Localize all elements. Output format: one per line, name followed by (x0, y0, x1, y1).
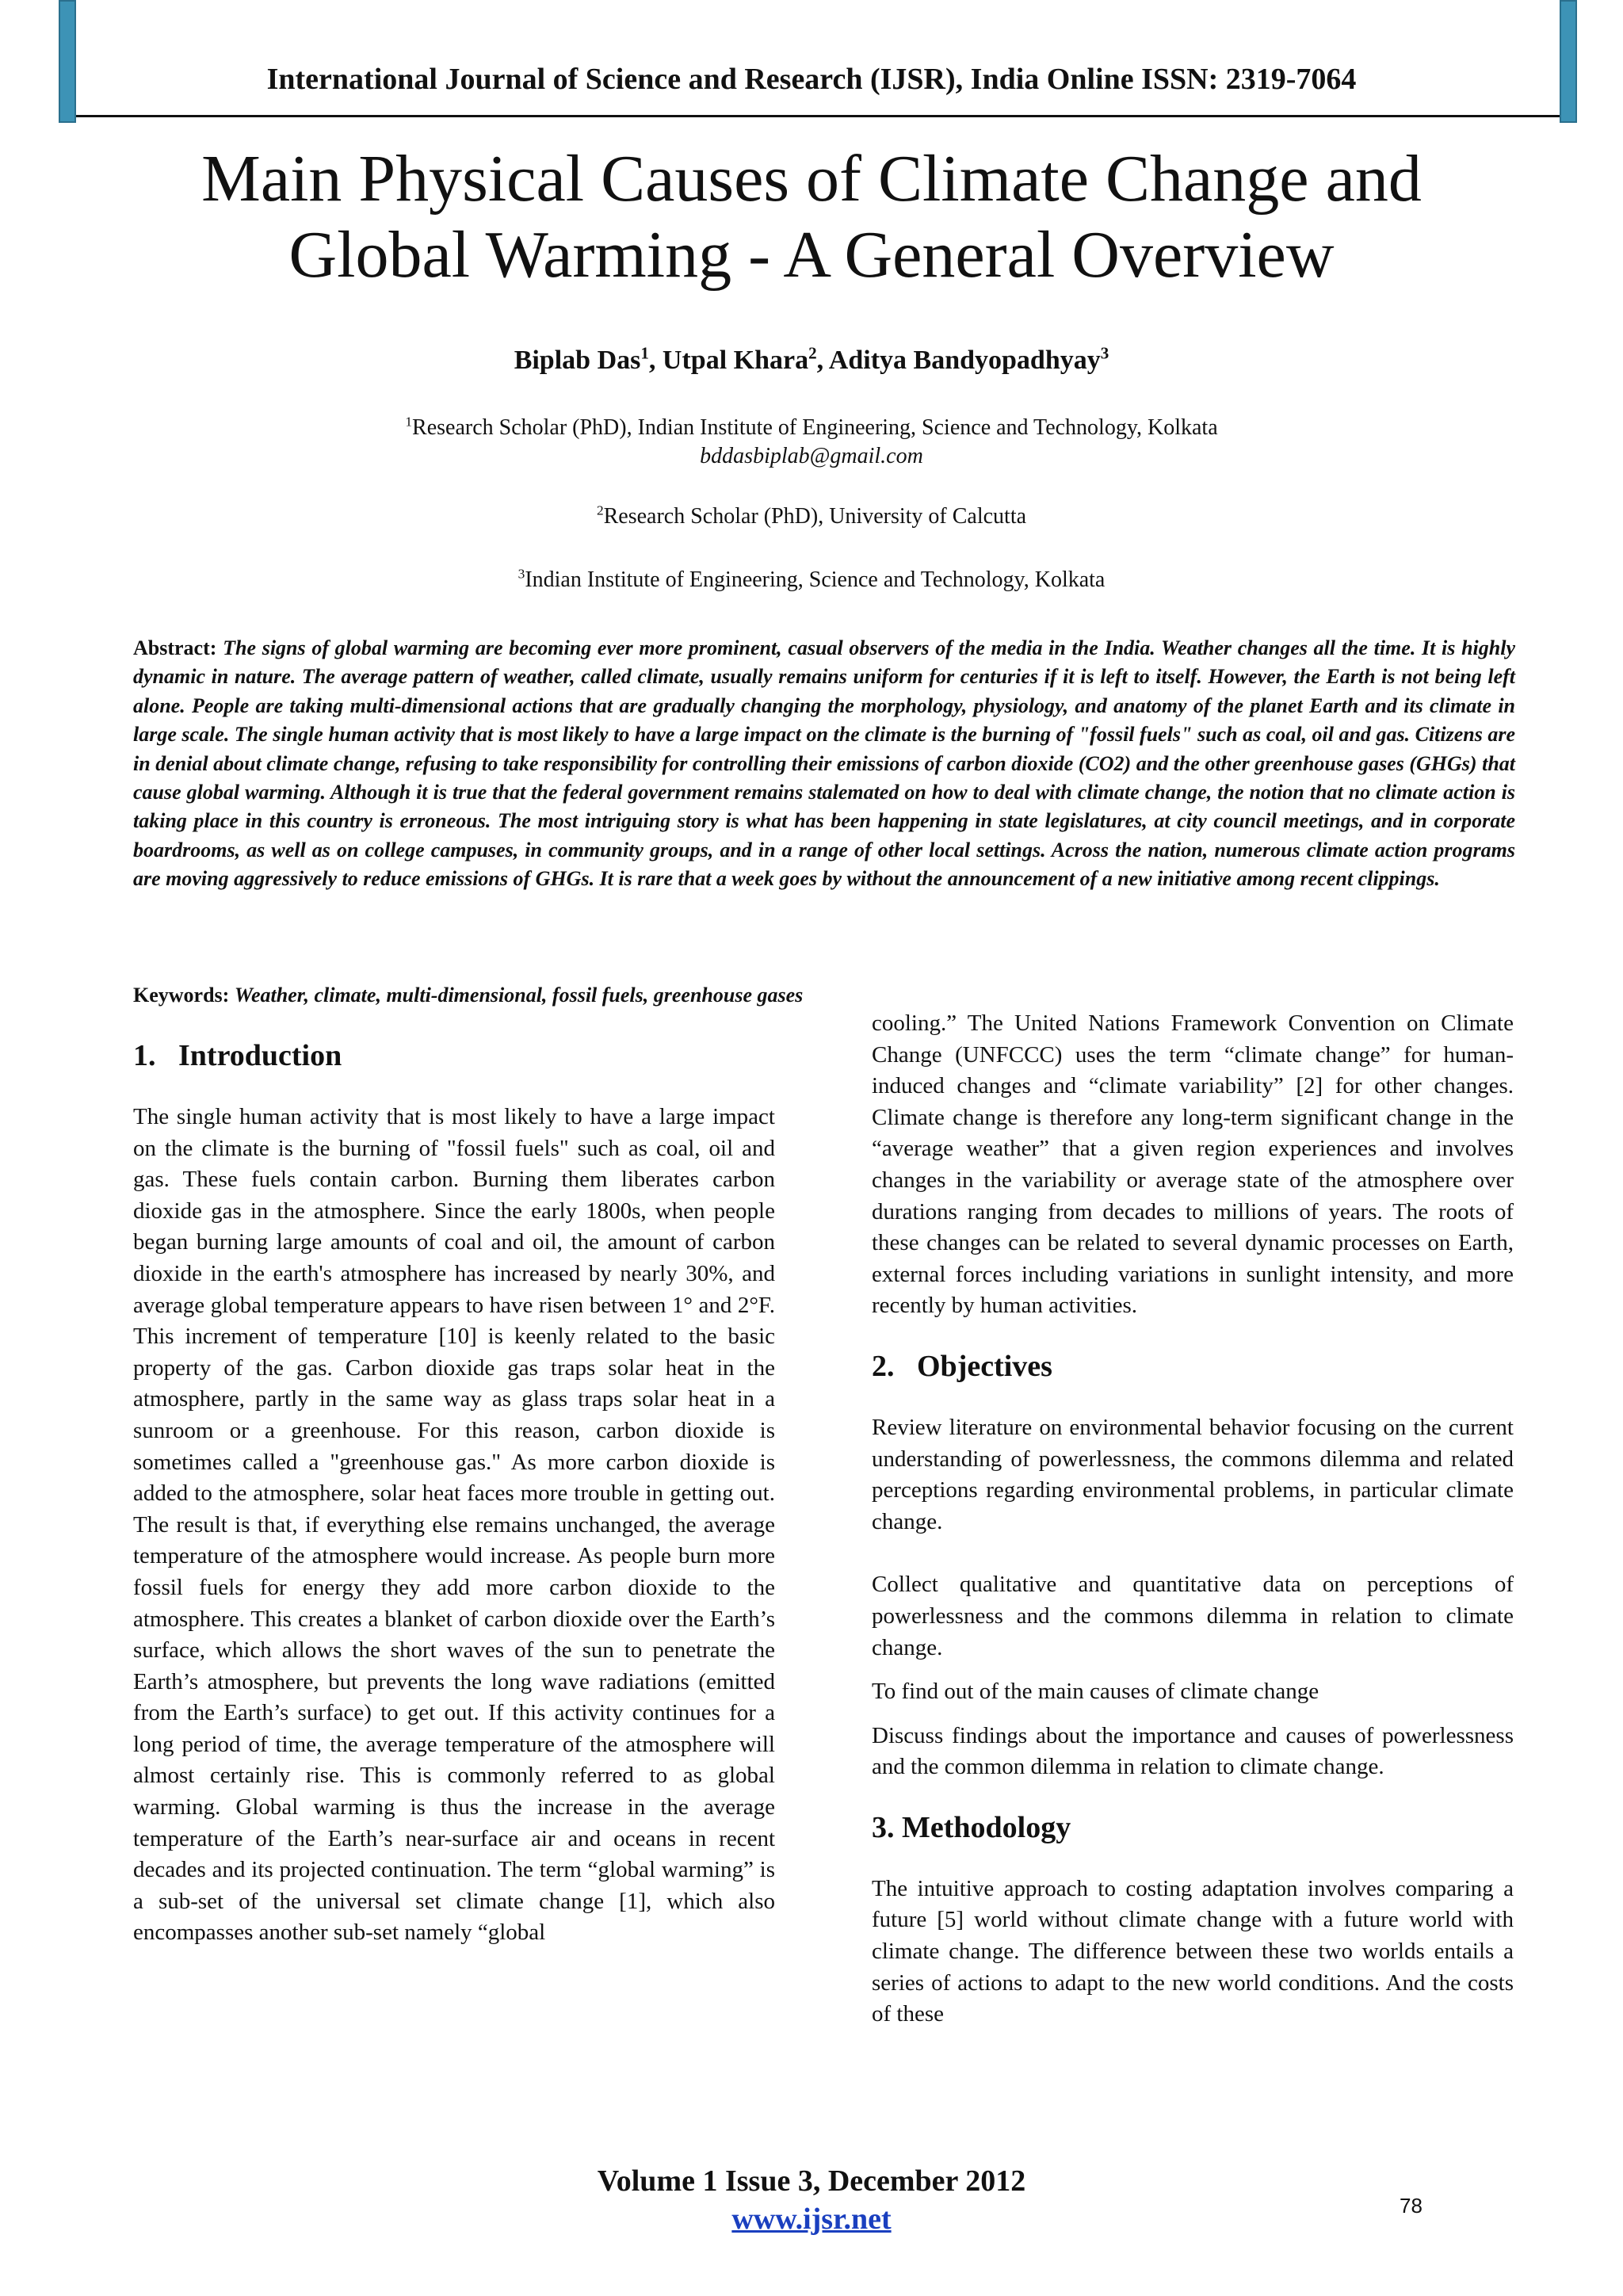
abstract (133, 634, 1515, 894)
introduction-continuation: cooling.” The United Nations Framework Convention on Climate Change (UNFCCC) uses the term “climate change” for human-induced changes and “climate variability” [2] for other changes. Climate change is therefore any long-term significant change in the “average weather” that a given region experiences and involves changes in the variability or average state of the atmosphere over durations ranging from decades to millions of years. The roots of these changes can be related to several dynamic processes on Earth, external forces including variations in sunlight intensity, and more recently by human activities. (872, 1010, 1514, 1319)
section-heading-introduction (133, 1037, 775, 1075)
author-1-sup: 1 (640, 343, 649, 363)
author-3-sup: 3 (1100, 343, 1109, 363)
affiliation-3-sup: 3 (517, 566, 525, 582)
affiliation-1-sup: 1 (405, 414, 413, 430)
affiliation-2 (0, 502, 1623, 531)
author-2: Utpal Khara (662, 346, 809, 375)
keywords (133, 981, 1515, 1010)
title-line-1: Main Physical Causes of Climate Change and (201, 142, 1422, 216)
right-column (872, 1008, 1514, 2030)
left-column (133, 1037, 775, 1949)
journal-website-link[interactable]: www.ijsr.net (731, 2202, 892, 2236)
section-heading-methodology (872, 1809, 1514, 1847)
author-1: Biplab Das (514, 346, 641, 375)
keywords-text: Weather, climate, multi-dimensional, fossil fuels, greenhouse gases (234, 984, 804, 1007)
author-2-sup: 2 (808, 343, 817, 363)
introduction-paragraph: The single human activity that is most likely to have a large impact on the climate is the burning of "fossil fuels" such as coal, oil and gas. These fuels contain carbon. Burning them liberates carbon dioxide gas in the atmosphere. Since the early 1800s, when people began burning large amounts of coal and oil, the amount of carbon dioxide in the earth's atmosphere has increased by nearly 30%, and average global temperature appears to have risen between 1° and 2°F. This increment of temperature [10] is keenly related to the basic property of the gas. Carbon dioxide gas traps solar heat in the atmosphere, partly in the same way as glass traps solar heat in a sunroom or a greenhouse. For this reason, carbon dioxide is sometimes called a "greenhouse gas." As more carbon dioxide is added to the atmosphere, solar heat faces more trouble in getting out. The result is that, if everything else remains unchanged, the average temperature of the atmosphere would increase. As people burn more fossil fuels for energy they add more carbon dioxide to the atmosphere. This creates a blanket of carbon dioxide over the Earth’s surface, which allows the short waves of the sun to penetrate the Earth’s atmosphere, but prevents the long wave radiations (emitted from the Earth’s surface) to get out. If this activity continues for a long period of time, the average temperature of the atmosphere will almost certainly rise. This is commonly referred to as global warming. Global warming is thus the increase in the average temperature of the Earth’s near-surface air and oceans in recent decades and its projected continuation. The term “global warming” is a sub-set of the universal set climate change [1], which also encompasses another sub-set namely “global (133, 1104, 775, 1946)
affiliation-3-text: Indian Institute of Engineering, Science and Technology, Kolkata (525, 567, 1106, 592)
footer-volume: Volume 1 Issue 3, December 2012 (597, 2164, 1026, 2198)
footer-url (0, 2202, 1623, 2237)
objective-paragraph-3: To find out of the main causes of climate change (872, 1679, 1319, 1705)
objective-paragraph-1: Review literature on environmental behavior focusing on the current understanding of powerlessness, the commons dilemma and related perceptions regarding environmental problems, in particular climate change. (872, 1414, 1514, 1534)
abstract-text: The signs of global warming are becoming ever more prominent, casual observers of the media in the India. Weather changes all the time. It is highly dynamic in nature. The average pattern of weather, called climate, usually remains uniform for centuries if it is left to itself. However, the Earth is not being left alone. People are taking multi-dimensional actions that are gradually changing the morphology, physiology, and anatomy of the planet Earth and its climate in large scale. The single human activity that is most likely to have a large impact on the climate is the burning of "fossil fuels" such as coal, oil and gas. Citizens are in denial about climate change, refusing to take responsibility for controlling their emissions of carbon dioxide (CO2) and the other greenhouse gases (GHGs) that cause global warming. Although it is true that the federal government remains stalemated on how to deal with climate change, the notion that no climate action is taking place in this country is erroneous. The most intriguing story is what has been happening in state legislatures, at city council meetings, and in corporate boardrooms, as well as on college campuses, in community groups, and in a range of other local settings. Across the nation, numerous climate action programs are moving aggressively to reduce emissions of GHGs. It is rare that a week goes by without the announcement of a new initiative among recent clippings. (133, 636, 1516, 891)
affiliation-3 (0, 566, 1623, 594)
section-heading-objectives (872, 1347, 1514, 1385)
affiliation-2-sup: 2 (596, 502, 604, 518)
affiliation-1 (0, 414, 1623, 442)
methodology-paragraph: The intuitive approach to costing adaptation involves comparing a future [5] world without climate change with a future world with climate change. The difference between these two worlds entails a series of actions to adapt to the new world conditions. And the costs of these (872, 1875, 1514, 2027)
section-number: 1. (133, 1039, 156, 1072)
section-title: Objectives (917, 1349, 1052, 1383)
journal-header: International Journal of Science and Research (IJSR), India Online ISSN: 2319-7064 (266, 63, 1357, 96)
paper-title (119, 141, 1504, 293)
author-list: Biplab Das$^1$, Utpal Khara$^2$, Aditya Bandyopadhyay$^3$ (514, 343, 1109, 375)
keywords-label: Keywords: (133, 984, 230, 1007)
author-3: Aditya Bandyopadhyay (828, 346, 1101, 375)
section-number: 3. (872, 1810, 895, 1844)
section-title: Methodology (902, 1810, 1071, 1844)
title-line-2: Global Warming - A General Overview (288, 218, 1335, 292)
affiliation-2-text: Research Scholar (PhD), University of Calcutta (603, 504, 1027, 529)
affiliation-1-text: Research Scholar (PhD), Indian Institute of Engineering, Science and Technology, Kolkata (412, 415, 1218, 440)
author-email[interactable]: bddasbiplab@gmail.com (700, 444, 923, 468)
objective-paragraph-4: Discuss findings about the importance and causes of powerlessness and the common dilemma in relation to climate change. (872, 1722, 1514, 1780)
section-title: Introduction (178, 1039, 342, 1072)
abstract-label: Abstract: (133, 636, 217, 659)
section-number: 2. (872, 1349, 895, 1383)
page-number: 78 (1400, 2194, 1423, 2218)
header-rule (76, 115, 1560, 117)
objective-paragraph-2: Collect qualitative and quantitative data on perceptions of powerlessness and the commons dilemma in relation to climate change. (872, 1572, 1514, 1660)
